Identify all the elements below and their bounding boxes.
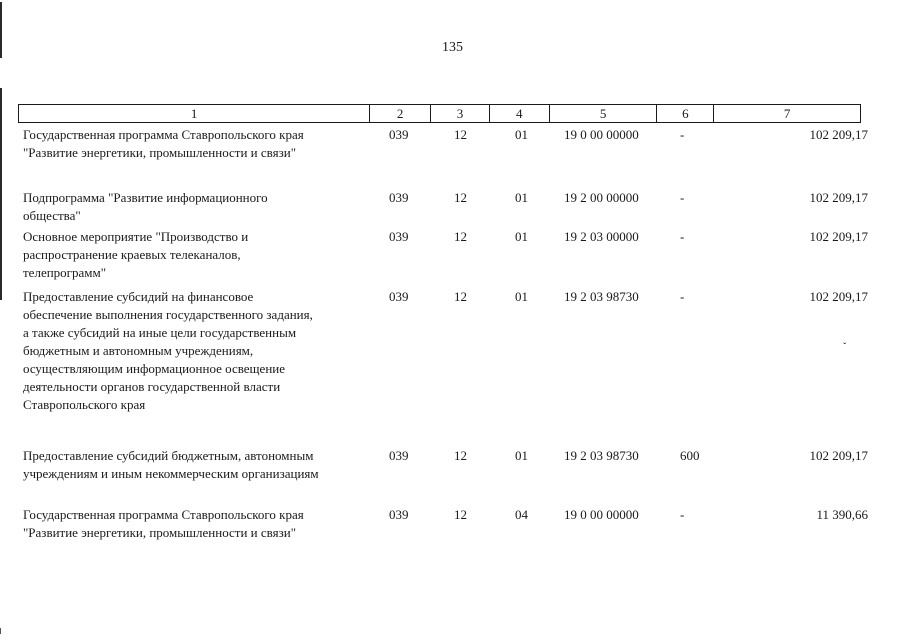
row-code: 039 — [389, 127, 409, 142]
row-target-item: 19 2 03 98730 — [564, 289, 639, 304]
row-code: 039 — [389, 190, 409, 205]
row-code: 039 — [389, 289, 409, 304]
row-subsection: 04 — [515, 507, 528, 522]
row-code: 039 — [389, 229, 409, 244]
row-subsection: 01 — [515, 229, 528, 244]
row-description: Предоставление субсидий на финансовое обеспечение выполнения государственного задания, а также субсидий на иные цели государственным бюджетным и автономным учреждениям, осуществляющим информационное освещение деятельности органов государственной власти Ставропольского края — [23, 289, 313, 412]
row-expense-type: - — [680, 289, 685, 304]
row-description: Государственная программа Ставропольского края "Развитие энергетики, промышленности и связи" — [23, 507, 304, 540]
row-expense-type: - — [680, 507, 685, 522]
header-col-7: 7 — [783, 106, 791, 121]
row-expense-type: - — [680, 127, 685, 142]
row-subsection: 01 — [515, 448, 528, 463]
row-section: 12 — [454, 507, 467, 522]
row-code: 039 — [389, 507, 409, 522]
row-amount: 102 209,17 — [809, 289, 868, 304]
row-code: 039 — [389, 448, 409, 463]
header-col-2: 2 — [370, 105, 431, 122]
row-amount: 11 390,66 — [816, 507, 868, 522]
row-target-item: 19 0 00 00000 — [564, 507, 639, 522]
header-col-6: 6 — [657, 105, 714, 122]
row-expense-type: 600 — [680, 448, 700, 463]
row-subsection: 01 — [515, 190, 528, 205]
row-target-item: 19 2 00 00000 — [564, 190, 639, 205]
row-expense-type: - — [680, 229, 685, 244]
margin-rule-middle — [0, 88, 2, 300]
row-target-item: 19 2 03 98730 — [564, 448, 639, 463]
row-section: 12 — [454, 229, 467, 244]
row-amount: 102 209,17 — [809, 448, 868, 463]
row-section: 12 — [454, 127, 467, 142]
row-target-item: 19 2 03 00000 — [564, 229, 639, 244]
header-col-5: 5 — [550, 105, 658, 122]
row-description: Государственная программа Ставропольского края "Развитие энергетики, промышленности и связи" — [23, 127, 304, 160]
header-col-4: 4 — [490, 105, 550, 122]
row-description: Предоставление субсидий бюджетным, автономным учреждениям и иным некоммерческим организациям — [23, 448, 319, 481]
row-expense-type: - — [680, 190, 685, 205]
scan-speck-mark: ˇ — [843, 342, 847, 353]
row-subsection: 01 — [515, 289, 528, 304]
table-header-row — [18, 104, 861, 123]
row-amount: 102 209,17 — [809, 127, 868, 142]
row-amount: 102 209,17 — [809, 229, 868, 244]
row-section: 12 — [454, 190, 467, 205]
header-col-3: 3 — [431, 105, 490, 122]
margin-mark-bottom — [0, 628, 1, 634]
header-col-1: 1 — [19, 105, 370, 122]
row-section: 12 — [454, 289, 467, 304]
row-description: Подпрограмма "Развитие информационного общества" — [23, 190, 268, 223]
row-amount: 102 209,17 — [809, 190, 868, 205]
row-subsection: 01 — [515, 127, 528, 142]
row-description: Основное мероприятие "Производство и распространение краевых телеканалов, телепрограмм" — [23, 229, 249, 280]
row-section: 12 — [454, 448, 467, 463]
page-number: 135 — [442, 40, 463, 55]
row-target-item: 19 0 00 00000 — [564, 127, 639, 142]
